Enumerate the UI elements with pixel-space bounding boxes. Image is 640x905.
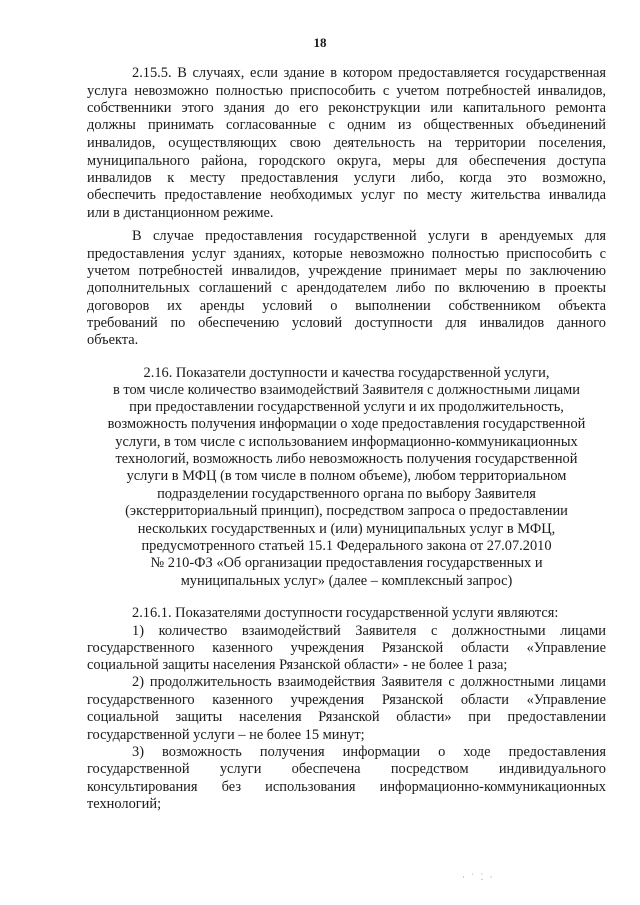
- text-line: или в дистанционном режиме.: [87, 205, 274, 221]
- section-heading-line: услуги в МФЦ (в том числе в полном объеме), любом территориальном: [126, 468, 567, 484]
- text-line: требований по обеспечению условий доступности для инвалидов данного: [87, 315, 606, 331]
- text-line: инвалидов к месту предоставления услуги либо, когда это возможно,: [87, 170, 606, 186]
- list-item-line: социальной защиты населения Рязанской области» - не более 1 раза;: [87, 657, 508, 673]
- list-item-line: государственной услуги – не более 15 минут;: [87, 727, 365, 743]
- text-line: собственники этого здания до его реконструкции или капитального ремонта: [87, 100, 606, 116]
- text-line: услуга невозможно полностью приспособить с учетом потребностей инвалидов,: [87, 83, 606, 99]
- list-item-line: социальной защиты населения Рязанской области» при предоставлении: [87, 709, 606, 725]
- list-item-line: государственного казенного учреждения Рязанской области «Управление: [87, 640, 606, 656]
- section-heading-line: 2.16. Показатели доступности и качества государственной услуги,: [143, 365, 550, 381]
- section-heading-line: № 210-ФЗ «Об организации предоставления государственных и: [150, 555, 543, 571]
- text-line: предоставления услуг зданиях, которые невозможно полностью приспособить с: [87, 246, 606, 262]
- section-heading-line: при предоставлении государственной услуги и их продолжительность,: [129, 399, 564, 415]
- list-item-line: 3) возможность получения информации о ходе предоставления: [132, 744, 606, 760]
- section-heading-line: технологий, возможность либо невозможность получения государственной: [115, 451, 578, 467]
- text-line: учетом потребностей инвалидов, учреждение принимает меры по заключению: [87, 263, 606, 279]
- list-item-line: государственного казенного учреждения Рязанской области «Управление: [87, 692, 606, 708]
- list-item-line: консультирования без использования информационно-коммуникационных: [87, 779, 606, 795]
- section-heading-line: услуги, в том числе с использованием информационно-коммуникационных: [115, 434, 578, 450]
- section-heading-line: предусмотренного статьей 15.1 Федерального закона от 27.07.2010: [141, 538, 552, 554]
- text-line: договоров их аренды условий о выполнении собственником объекта: [87, 298, 606, 314]
- text-line: инвалидов, осуществляющих свою деятельность на территории поселения,: [87, 135, 606, 151]
- page-number: 18: [313, 35, 327, 50]
- text-line: должны принимать согласованные с одним из общественных объединений: [87, 117, 606, 133]
- text-line: В случае предоставления государственной услуги в арендуемых для: [132, 228, 606, 244]
- section-heading-line: в том числе количество взаимодействий Заявителя с должностными лицами: [113, 382, 580, 398]
- list-item-line: государственной услуги обеспечена посредством индивидуального: [87, 761, 606, 777]
- section-heading-line: подразделении государственного органа по выбору Заявителя: [157, 486, 536, 502]
- section-heading-line: (экстерриториальный принцип), посредством запроса о предоставлении: [125, 503, 568, 519]
- list-item-line: 2) продолжительность взаимодействия Заявителя с должностными лицами: [132, 674, 606, 690]
- text-line: обеспечить предоставление необходимых услуг по месту жительства инвалида: [87, 187, 606, 203]
- text-line: муниципального района, городского округа, меры для обеспечения доступа: [87, 153, 606, 169]
- text-line: 2.16.1. Показателями доступности государственной услуги являются:: [132, 605, 559, 621]
- text-line: дополнительных соглашений с арендодателем либо по включению в проекты: [87, 280, 606, 296]
- text-line: объекта.: [87, 332, 139, 348]
- scan-artifact: · ˙ ⁚ ·: [462, 872, 495, 882]
- section-heading-line: возможность получения информации о ходе предоставления государственной: [107, 416, 586, 432]
- list-item-line: 1) количество взаимодействий Заявителя с должностными лицами: [132, 623, 606, 639]
- list-item-line: технологий;: [87, 796, 162, 812]
- section-heading-line: нескольких государственных и (или) муниципальных услуг в МФЦ,: [137, 521, 556, 537]
- text-line: 2.15.5. В случаях, если здание в котором предоставляется государственная: [132, 65, 606, 81]
- section-heading-line: муниципальных услуг» (далее – комплексный запрос): [180, 573, 513, 589]
